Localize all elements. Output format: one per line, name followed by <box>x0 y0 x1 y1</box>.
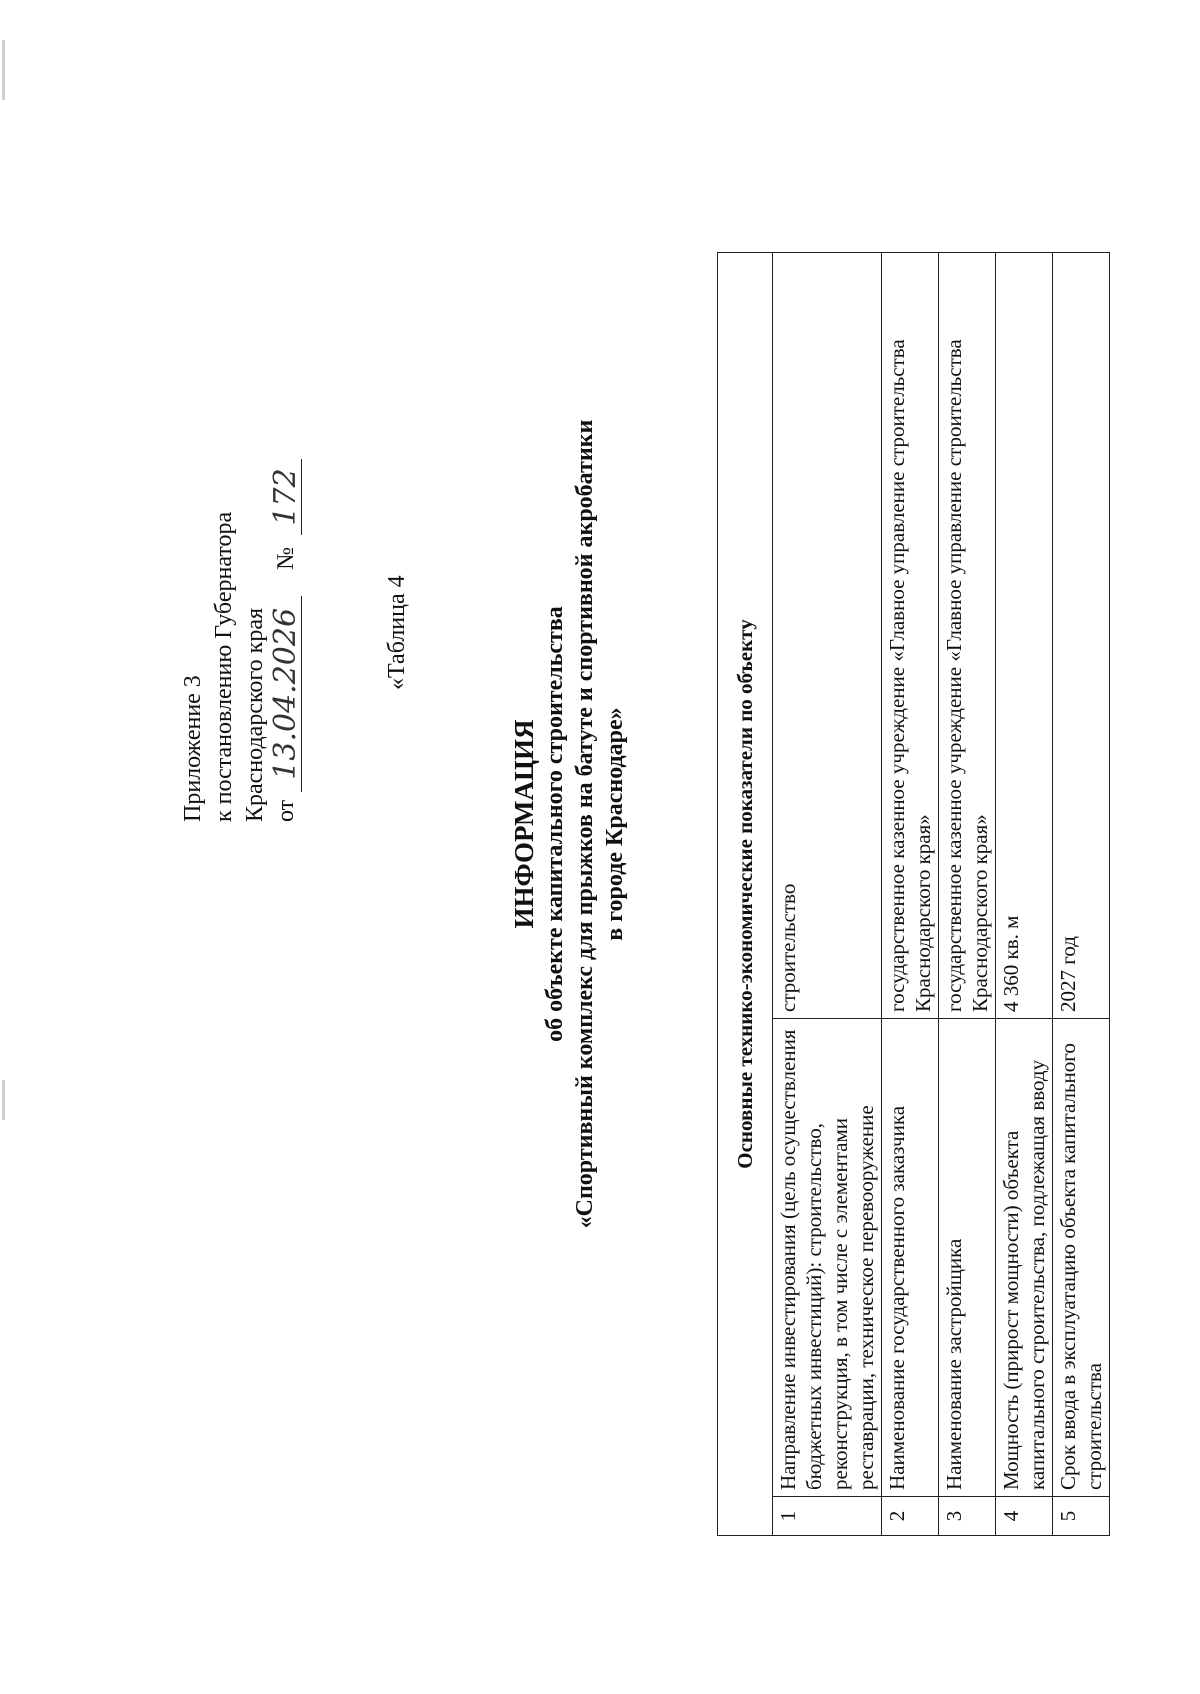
number-label: № <box>273 546 299 570</box>
table-row <box>996 253 1053 1536</box>
row-name: Мощность (прирост мощности) объекта капитального строительства, подлежащая вводу <box>996 1019 1053 1497</box>
row-name: Наименование застройщика <box>939 1019 996 1497</box>
title-block <box>508 274 630 1374</box>
appendix-block <box>178 459 302 822</box>
page-subtitle: об объекте капитального строительства <box>542 606 568 1042</box>
row-number: 5 <box>1053 1497 1110 1536</box>
table-row <box>882 253 939 1536</box>
page-title: ИНФОРМАЦИЯ <box>509 719 539 929</box>
row-name: Направление инвестирования (цель осуществления бюджетных инвестиций): строительство, реконструкция, в том числе с элементами реставрации, техническое перевооружение <box>773 1019 882 1497</box>
table-label: «Таблица 4 <box>384 575 410 690</box>
object-name-line: «Спортивный комплекс для прыжков на батуте и спортивной акробатики <box>572 419 598 1229</box>
row-value: государственное казенное учреждение «Главное управление строительства Краснодарского края» <box>939 253 996 1019</box>
row-value: 4 360 кв. м <box>996 253 1053 1019</box>
appendix-date-line <box>268 459 303 822</box>
row-name: Наименование государственного заказчика <box>882 1019 939 1497</box>
appendix-line: Приложение 3 <box>180 675 206 822</box>
table-row <box>939 253 996 1536</box>
from-label: от <box>273 799 299 822</box>
table-header: Основные технико-экономические показатели по объекту <box>718 253 773 1536</box>
object-name-line: в городе Краснодаре» <box>602 707 628 941</box>
row-number: 1 <box>773 1497 882 1536</box>
table-header-row <box>718 253 773 1536</box>
appendix-line: Краснодарского края <box>242 607 268 822</box>
indicators-table <box>717 252 1110 1536</box>
appendix-line: к постановлению Губернатора <box>211 511 237 822</box>
handwritten-number: 172 <box>271 459 302 535</box>
row-value: 2027 год <box>1053 253 1110 1019</box>
table-row <box>1053 253 1110 1536</box>
row-value: государственное казенное учреждение «Главное управление строительства Краснодарского края» <box>882 253 939 1019</box>
row-number: 3 <box>939 1497 996 1536</box>
row-number: 2 <box>882 1497 939 1536</box>
table-row <box>773 253 882 1536</box>
handwritten-date: 13.04.2026 <box>271 596 302 792</box>
row-value: строительство <box>773 253 882 1019</box>
row-number: 4 <box>996 1497 1053 1536</box>
row-name: Срок ввода в эксплуатацию объекта капитального строительства <box>1053 1019 1110 1497</box>
